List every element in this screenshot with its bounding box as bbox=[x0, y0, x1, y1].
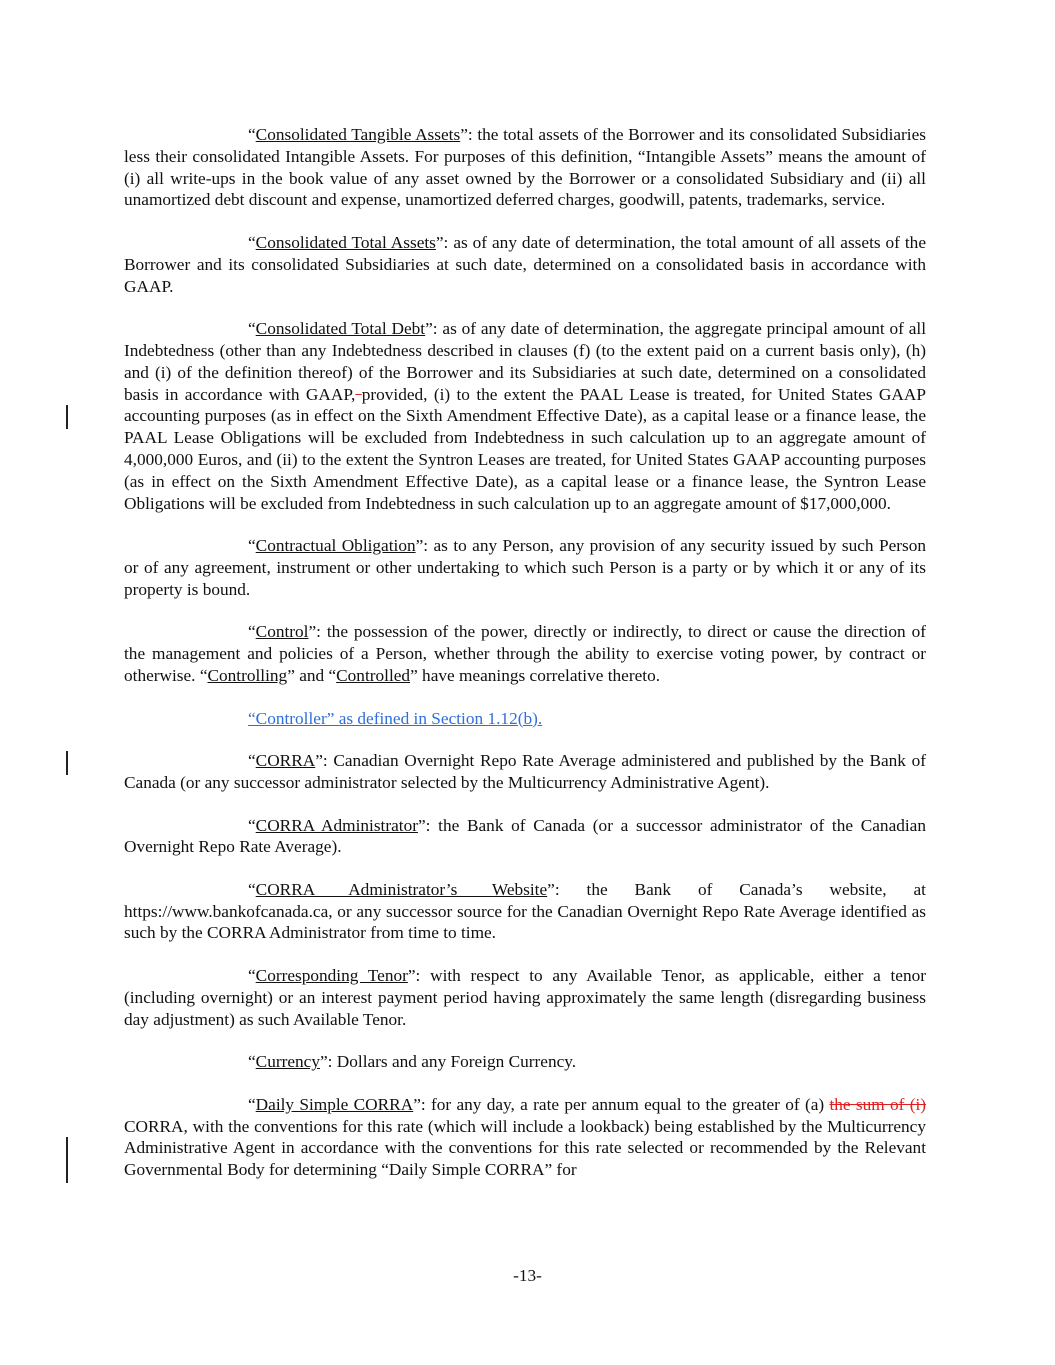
close-quote: ”: bbox=[415, 536, 429, 556]
close-quote: ”: bbox=[460, 125, 473, 144]
definition-text: with respect to any Available Tenor, as applicable, either a tenor (including overnight) or an interest payment period having approximately the same length (disregarding business day adjustment) as such Available Tenor. bbox=[124, 966, 927, 1029]
definition-text: as of any date of determination, the aggregate principal amount of all Indebtedness (other than any Indebtedness described in clauses (f) (to the extent paid on a current basis only), (h) and (i) of the definition thereof) of the Borrower and its Subsidiaries at such date, determined on a consolidated basis in accordance with GAAP, bbox=[124, 319, 926, 404]
open-quote: “ bbox=[248, 536, 256, 556]
close-quote: ”: bbox=[417, 815, 431, 835]
close-quote: ”: bbox=[407, 966, 421, 986]
open-quote: “ bbox=[248, 319, 256, 339]
defined-term: Contractual Obligation bbox=[255, 536, 416, 556]
defined-term: Daily Simple CORRA bbox=[255, 1094, 414, 1114]
page-number: -13- bbox=[513, 1266, 542, 1285]
open-quote: “ bbox=[248, 232, 256, 252]
definition-consolidated-total-debt bbox=[124, 318, 926, 514]
definition-consolidated-tangible-assets bbox=[124, 124, 926, 211]
open-quote: “ bbox=[248, 125, 256, 144]
definition-daily-simple-corra bbox=[124, 1094, 926, 1181]
definition-currency bbox=[124, 1051, 926, 1073]
defined-term-controlling: Controlling bbox=[207, 665, 288, 685]
defined-term: Consolidated Tangible Assets bbox=[255, 125, 461, 144]
definition-text: for any day, a rate per annum equal to the greater of (a) bbox=[425, 1094, 830, 1114]
definition-corra-administrator bbox=[124, 815, 926, 859]
definition-text-continued: CORRA, with the conventions for this rate (which will include a lookback) being established by the Multicurrency Administrative Agent in accordance with the conventions for this rate selected or recommended by the Relevant Governmental Body for determining “Daily Simple CORRA” for bbox=[124, 1116, 926, 1180]
definition-text: as to any Person, any provision of any security issued by such Person or of any agreement, instrument or other undertaking to which such Person is a party or by which it or any of its property is bound. bbox=[124, 536, 927, 599]
definition-text: the total assets of the Borrower and its consolidated Subsidiaries less their consolidated Intangible Assets. For purposes of this definition, “Intangible Assets” means the amount of (i) all write-ups in the book value of any asset owned by the Borrower or a consolidated Subsidiary and (ii) all unamortized debt discount and expense, unamortized deferred charges, goodwill, patents, trademarks, service. bbox=[124, 125, 926, 210]
definition-text: as of any date of determination, the total amount of all assets of the Borrower and its consolidated Subsidiaries at such date, determined on a consolidated basis in accordance with GAAP. bbox=[124, 232, 926, 296]
definition-control bbox=[124, 621, 926, 686]
definition-text: Dollars and any Foreign Currency. bbox=[332, 1052, 577, 1072]
defined-term: Consolidated Total Debt bbox=[255, 319, 426, 339]
open-quote: “ bbox=[248, 751, 256, 771]
document-page bbox=[124, 124, 926, 1202]
definition-contractual-obligation bbox=[124, 535, 926, 600]
open-quote: “ bbox=[248, 622, 256, 642]
defined-term: CORRA Administrator’s Website bbox=[255, 879, 548, 899]
inserted-text: “Controller” as defined in Section 1.12(b). bbox=[248, 708, 543, 728]
definition-text: Canadian Overnight Repo Rate Average administered and published by the Bank of Canada (or any successor administrator selected by the Multicurrency Administrative Agent). bbox=[124, 751, 926, 792]
open-quote: “ bbox=[248, 815, 256, 835]
defined-term: CORRA Administrator bbox=[255, 815, 418, 835]
change-bar-consolidated-total-debt bbox=[66, 405, 68, 429]
definition-text-end: ” have meanings correlative thereto. bbox=[410, 665, 661, 685]
close-quote: ”: bbox=[319, 1052, 333, 1072]
definition-corra-administrators-website bbox=[124, 879, 926, 944]
defined-term: Currency bbox=[255, 1052, 320, 1072]
change-bar-daily-simple-corra bbox=[66, 1137, 68, 1183]
definition-corra bbox=[124, 750, 926, 794]
close-quote: ”: bbox=[413, 1094, 426, 1114]
definition-text: the Bank of Canada’s website, at https://www.bankofcanada.ca, or any successor source for the Canadian Overnight Repo Rate Average identified as such by the CORRA Administrator from time to time. bbox=[124, 879, 926, 943]
open-quote: “ bbox=[248, 1094, 256, 1114]
defined-term: Control bbox=[255, 622, 309, 642]
close-quote: ”: bbox=[308, 622, 321, 642]
definition-text-mid: ” and “ bbox=[287, 665, 337, 685]
definition-controller-inserted bbox=[124, 708, 926, 730]
definition-consolidated-total-assets bbox=[124, 232, 926, 297]
close-quote: ”: bbox=[547, 879, 560, 899]
open-quote: “ bbox=[248, 966, 256, 986]
change-bar-controller bbox=[66, 751, 68, 775]
definition-corresponding-tenor bbox=[124, 965, 926, 1030]
definition-text: the possession of the power, directly or indirectly, to direct or cause the direction of the management and policies of a Person, whether through the ability to exercise voting power, by contract or otherwise. “ bbox=[124, 622, 926, 685]
close-quote: ”: bbox=[315, 751, 328, 771]
defined-term: Corresponding Tenor bbox=[255, 966, 408, 986]
defined-term: Consolidated Total Assets bbox=[255, 232, 436, 252]
open-quote: “ bbox=[248, 879, 256, 899]
defined-term-controlled: Controlled bbox=[336, 665, 411, 685]
close-quote: ”: bbox=[425, 319, 438, 339]
definition-text-continued: provided, (i) to the extent the PAAL Lease is treated, for United States GAAP accounting purposes (as in effect on the Sixth Amendment Effective Date), as a capital lease or a finance lease, the PAAL Lease Obligations will be excluded from Indebtedness in such calculation up to an aggregate amount of 4,000,000 Euros, and (ii) to the extent the Syntron Leases are treated, for United States GAAP accounting purposes (as in effect on the Sixth Amendment Effective Date), as a capital lease or a finance lease, the Syntron Lease Obligations will be excluded from Indebtedness in such calculation up to an aggregate amount of $17,000,000. bbox=[124, 384, 926, 513]
open-quote: “ bbox=[248, 1052, 256, 1072]
deleted-text: the sum of (i) bbox=[829, 1094, 927, 1114]
definition-text: the Bank of Canada (or a successor administrator of the Canadian Overnight Repo Rate Average). bbox=[124, 815, 926, 857]
defined-term: CORRA bbox=[255, 751, 316, 771]
close-quote: ”: bbox=[435, 232, 449, 252]
